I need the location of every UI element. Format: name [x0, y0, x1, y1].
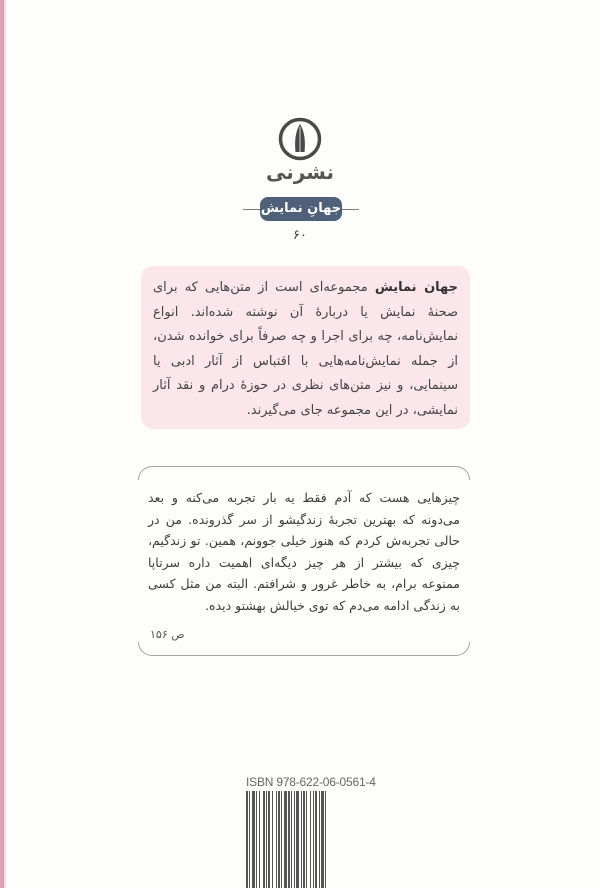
series-name: جهانِ نمایش [260, 197, 342, 221]
spine-stripe-light [4, 0, 6, 888]
series-label [243, 197, 359, 223]
quote-text: چیزهایی هست که آدم فقط یه بار تجربه می‌کنه و بعد می‌دونه که بهترین تجربهٔ زندگیشو از سر گذرونده. من در حالی تجربه‌ش کردم که هنوز خیلی جوونم، همین. تو زندگیم، چیزی که بیشتر از هر چیز دیگه‌ای اهمیت داره سرتاپا ممنوعه برام، به خاطر غرور و شرافتم. البته من مثل کسی به زندگی ادامه می‌دم که توی خیالش بهشتو دیده. [148, 490, 460, 613]
description-lead: جهان نمایش [374, 280, 458, 295]
leaf-in-circle-icon [278, 117, 322, 161]
description-text: مجموعه‌ای است از متن‌هایی که برای صحنهٔ نمایش یا دربارهٔ آن نوشته شده‌اند. انواع نمایش‌نامه، چه برای اجرا و چه صرفاً برای خوانده شدن، از جمله نمایش‌نامه‌هایی با اقتباس از آثار ادبی یا سینمایی، و نیز متن‌های نظری در حوزهٔ درام و نقد آثار نمایشی، در این مجموعه جای می‌گیرند. [153, 280, 458, 418]
isbn-number: ISBN 978-622-06-0561-4 [246, 775, 376, 789]
quote-border-top [138, 466, 470, 480]
series-number: ۶۰ [293, 228, 307, 243]
barcode [246, 791, 364, 888]
quote-page-ref: ص ۱۵۶ [150, 628, 185, 641]
publisher-name: نشرنی [265, 160, 335, 184]
quote-border-bottom [138, 642, 470, 656]
book-quote [148, 487, 460, 616]
series-description [141, 266, 470, 429]
